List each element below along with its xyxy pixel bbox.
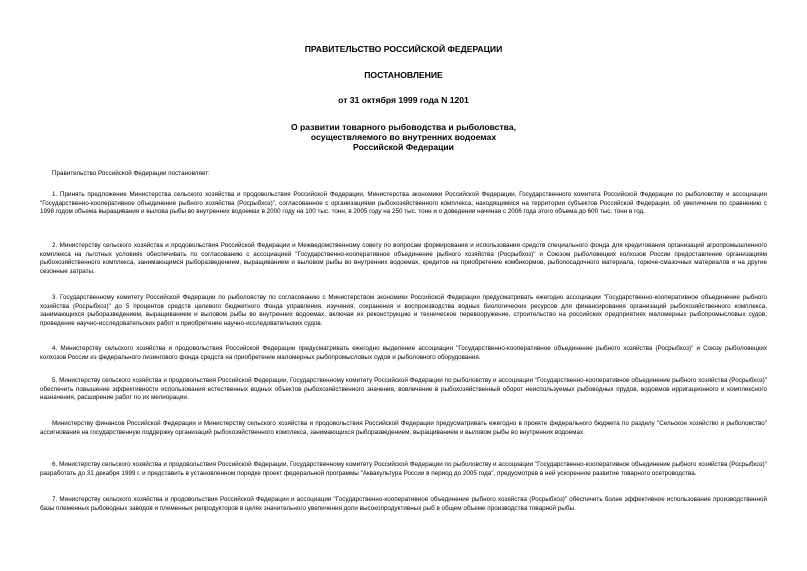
preamble-paragraph: Правительство Российской Федерации постановляет: — [52, 170, 210, 177]
clause-5-paragraph: 5. Министерству сельского хозяйства и продовольствия Российской Федерации, Государственному комитету Российской Федерации по рыболовству и ассоциации "Государственно-кооперативное объединение рыбного хозяйства (Росрыбхоз)" обеспечить повышение эффективности использования естественных водных объектов рыбохозяйственного значения, вовлечение в рыбохозяйственный оборот неиспользуемых рыбоводных прудов, водоемов ирригационного и комплексного назначения, расширение работ по их мелиорации. — [40, 377, 767, 402]
clause-6-paragraph: 6. Министерству сельского хозяйства и продовольствия Российской Федерации, Государственному комитету Российской Федерации по рыболовству и ассоциации "Государственно-кооперативное объединение рыбного хозяйства (Росрыбхоз)" разработать до 31 декабря 1999 г. и представить в установленном порядке проект федеральной программы "Аквакультура России в период до 2005 года", предусмотрев в ней ускоренное развитие товарного осетроводства. — [40, 461, 767, 477]
date-number-heading: от 31 октября 1999 года N 1201 — [338, 95, 469, 105]
document-type-heading: ПОСТАНОВЛЕНИЕ — [364, 70, 443, 80]
clause-7-paragraph: 7. Министерству сельского хозяйства и продовольствия Российской Федерации и ассоциации "Государственно-кооперативное объединение рыбного хозяйства (Росрыбхоз)" обеспечить более эффективное использование производственной базы племенных рыбоводных заводов и племенных репродукторов в целях значительного увеличения доли высокопродуктивных рыб в общем объеме производства товарной рыбы. — [40, 496, 767, 512]
clause-5-finance-paragraph: Министерству финансов Российской Федерации и Министерству сельского хозяйства и продовольствия Российской Федерации предусматривать ежегодно в проекте федерального бюджета по разделу "Сельское хозяйство и рыболовство" ассигнования на государственную поддержку организаций рыбохозяйственного комплекса, занимающихся рыборазведением, выращиванием и выловом рыбы во внутренних водоемах. — [40, 420, 767, 436]
title-line: О развитии товарного рыбоводства и рыболовства, — [290, 122, 516, 132]
issuer-heading: ПРАВИТЕЛЬСТВО РОССИЙСКОЙ ФЕДЕРАЦИИ — [304, 44, 503, 54]
title-line: осуществляемого во внутренних водоемах — [310, 132, 497, 142]
clause-4-paragraph: 4. Министерству сельского хозяйства и продовольствия Российской Федерации предусматривать ежегодно выделение ассоциации "Государственно-кооперативное объединение рыбного хозяйства (Росрыбхоз)" и Союзу рыболовецких колхозов России из федерального лизингового фонда средств на приобретение маломерных рыбопромысловых судов и рыболовного оборудования. — [40, 345, 767, 361]
clause-2-paragraph: 2. Министерству сельского хозяйства и продовольствия Российской Федерации и Межведомственному совету по вопросам формирования и использования средств специального фонда для кредитования организаций агропромышленного комплекса на льготных условиях обеспечивать по согласованию с ассоциацией "Государственно-кооперативное объединение рыбного хозяйства (Росрыбхоз)" и Союзом рыболовецких колхозов России предоставление организациям рыбохозяйственного комплекса, занимающимся рыборазведением, выращиванием и выловом рыбы во внутренних водоемах, кредитов на приобретение комбикормов, рыбопосадочного материала, горюче-смазочных материалов и на другие сезонные затраты. — [40, 242, 767, 276]
clause-3-paragraph: 3. Государственному комитету Российской Федерации по рыболовству по согласованию с Министерством экономики Российской Федерации предусматривать ежегодно ассоциации "Государственно-кооперативное объединение рыбного хозяйства (Росрыбхоз)" до 5 процентов средств целевого бюджетного Фонда управления, изучения, сохранения и воспроизводства водных биологических ресурсов для финансирования организаций рыбохозяйственного комплекса, занимающихся рыборазведением, выращиванием и выловом рыбы во внутренних водоемах, включая их реконструкцию и техническое перевооружение, строительство на российских предприятиях маломерных рыбопромысловых судов, проведение научно-исследовательских работ и приобретение научно-исследовательских судов. — [40, 294, 767, 328]
document-title — [0, 122, 807, 152]
title-line: Российской Федерации — [353, 142, 454, 152]
clause-1-paragraph: 1. Принять предложение Министерства сельского хозяйства и продовольствия Российской Федерации, Министерства экономики Российской Федерации, Государственного комитета Российской Федерации по рыболовству и ассоциации "Государственно-кооперативное объединение рыбного хозяйства (Росрыбхоз)", согласованное с организациями рыбохозяйственного комплекса, находящимися на территории субъектов Российской Федерации, об увеличении по сравнению с 1998 годом объема выращивания и вылова рыбы во внутренних водоемах в 2000 году на 100 тыс. тонн, в 2005 году на 250 тыс. тонн и о доведении начиная с 2006 года этого объема до 600 тыс. тонн в год. — [40, 191, 767, 216]
